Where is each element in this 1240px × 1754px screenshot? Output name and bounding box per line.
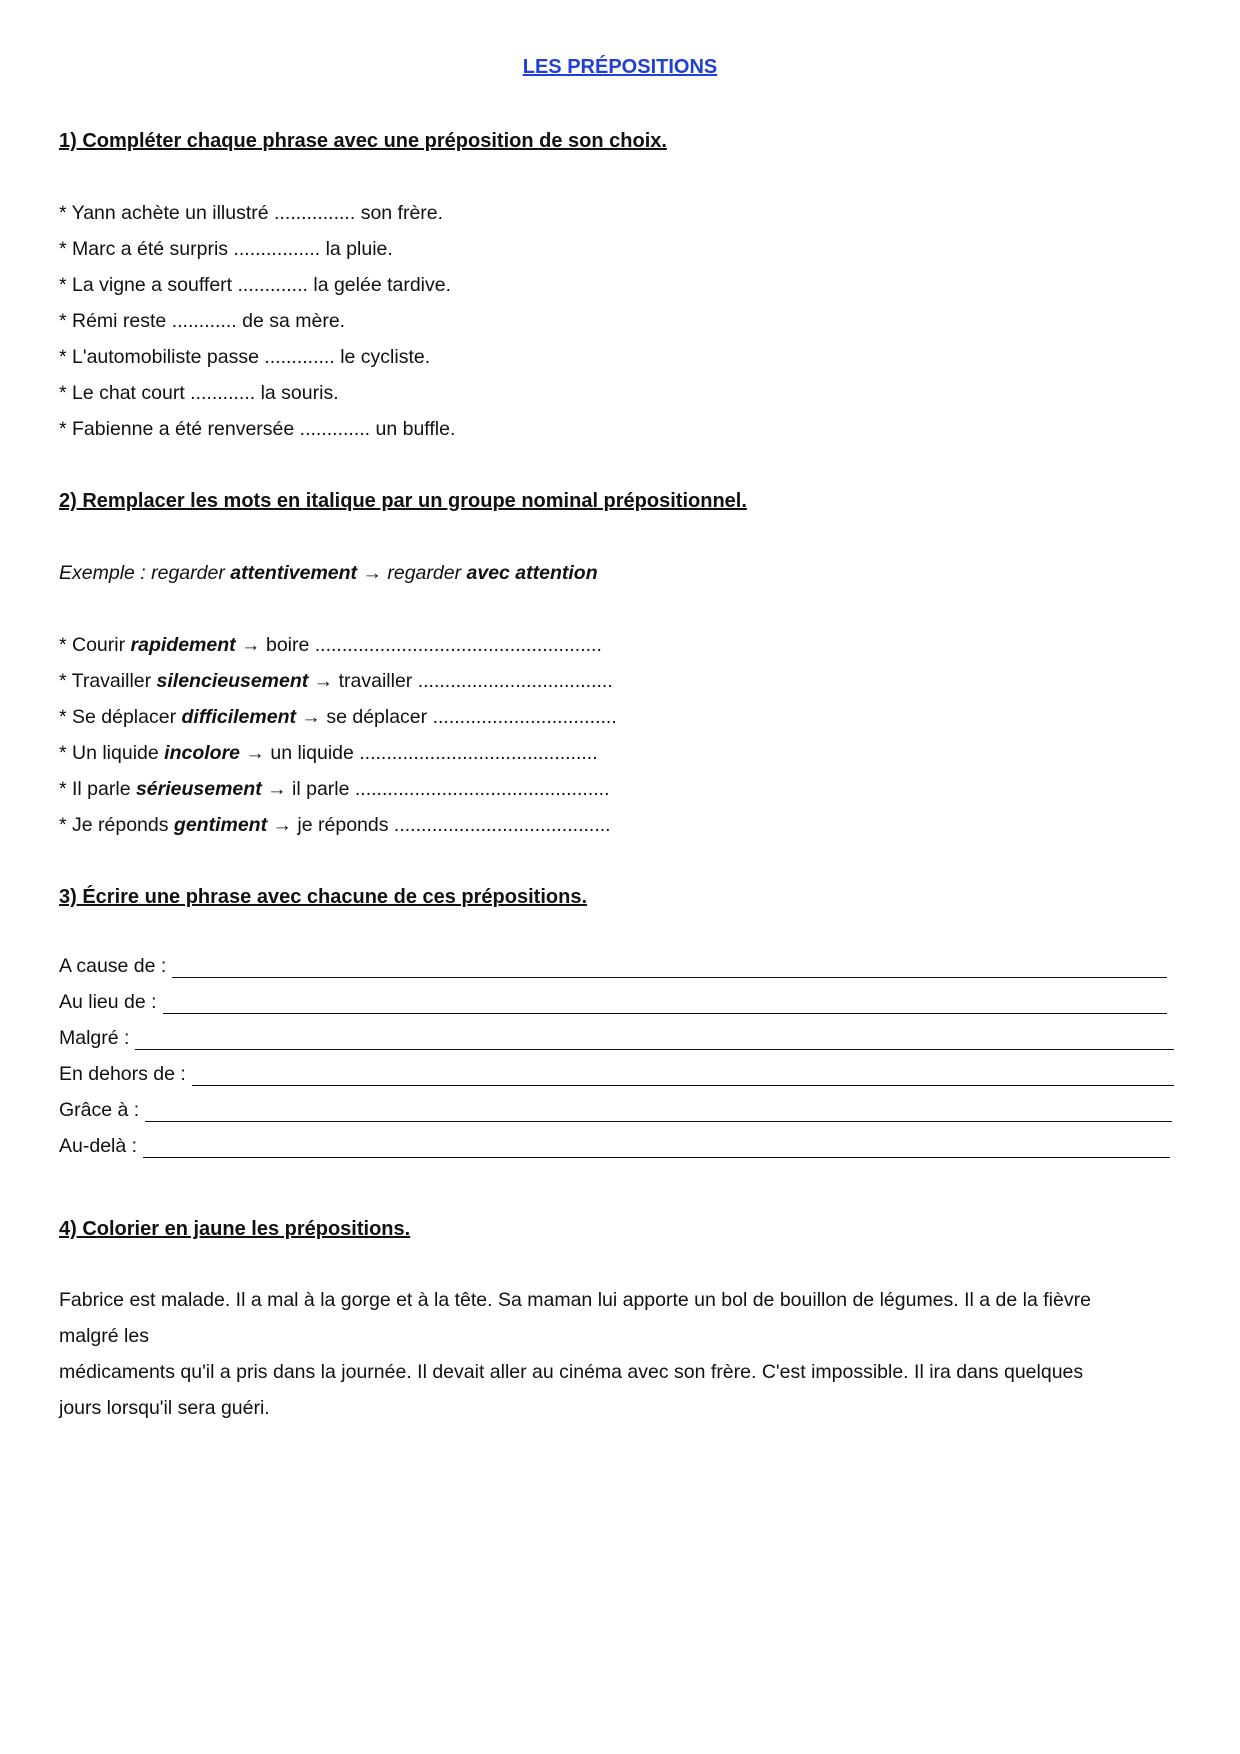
- section-1-item: * Marc a été surpris ................ la pluie.: [59, 238, 393, 260]
- italic-word: rapidement: [130, 634, 236, 656]
- writing-line[interactable]: [143, 1139, 1170, 1158]
- section-2-item: [59, 742, 598, 765]
- item-prefix: * Travailler: [59, 670, 157, 692]
- writing-line[interactable]: [192, 1067, 1174, 1086]
- section-1-item: * Fabienne a été renversée ............. un buffle.: [59, 418, 456, 440]
- write-row: [59, 990, 1167, 1014]
- write-row: [59, 1062, 1174, 1086]
- preposition-label: En dehors de :: [59, 1063, 186, 1085]
- paragraph-line: malgré les: [59, 1325, 149, 1347]
- example-answer: avec attention: [466, 562, 598, 584]
- italic-word: incolore: [164, 742, 241, 764]
- item-answer-blank: → travailler ....................................: [308, 670, 613, 692]
- item-answer-blank: → il parle ...............................................: [261, 778, 610, 800]
- section-2-heading: 2) Remplacer les mots en italique par un groupe nominal prépositionnel.: [59, 490, 747, 512]
- section-3-heading: 3) Écrire une phrase avec chacune de ces prépositions.: [59, 886, 587, 908]
- preposition-label: Au-delà :: [59, 1135, 138, 1157]
- section-1-heading: 1) Compléter chaque phrase avec une préposition de son choix.: [59, 130, 667, 152]
- preposition-label: Malgré :: [59, 1027, 130, 1049]
- item-prefix: * Se déplacer: [59, 706, 182, 728]
- paragraph-line: jours lorsqu'il sera guéri.: [59, 1397, 270, 1419]
- writing-line[interactable]: [172, 959, 1167, 978]
- preposition-label: Grâce à :: [59, 1099, 140, 1121]
- italic-word: gentiment: [173, 814, 268, 836]
- writing-line[interactable]: [163, 995, 1167, 1014]
- item-prefix: * Je réponds: [59, 814, 174, 836]
- section-2-item: [59, 778, 610, 801]
- item-answer-blank: → boire .....................................................: [235, 634, 602, 656]
- item-answer-blank: → je réponds ........................................: [267, 814, 611, 836]
- item-prefix: * Courir: [59, 634, 131, 656]
- preposition-label: Au lieu de :: [59, 991, 157, 1013]
- paragraph-line: médicaments qu'il a pris dans la journée. Il devait aller au cinéma avec son frère. C'est impossible. Il ira dans quelques: [59, 1361, 1084, 1383]
- write-row: [59, 1134, 1170, 1158]
- section-1-item: * La vigne a souffert ............. la gelée tardive.: [59, 274, 452, 296]
- example-line: [59, 562, 598, 585]
- section-2-item: [59, 706, 617, 729]
- item-prefix: * Il parle: [59, 778, 136, 800]
- write-row: [59, 1026, 1174, 1050]
- italic-word: difficilement: [181, 706, 296, 728]
- writing-line[interactable]: [135, 1031, 1174, 1050]
- example-middle: → regarder: [357, 562, 467, 584]
- example-prefix: Exemple : regarder: [59, 562, 231, 584]
- item-prefix: * Un liquide: [59, 742, 165, 764]
- write-row: [59, 1098, 1172, 1122]
- section-1-item: * Rémi reste ............ de sa mère.: [59, 310, 346, 332]
- section-2-item: [59, 670, 613, 693]
- write-row: [59, 954, 1167, 978]
- section-2-item: [59, 814, 611, 837]
- preposition-label: A cause de :: [59, 955, 167, 977]
- story-paragraph: [59, 1282, 1179, 1426]
- italic-word: silencieusement: [156, 670, 309, 692]
- writing-line[interactable]: [145, 1103, 1172, 1122]
- italic-word: sérieusement: [135, 778, 262, 800]
- section-4-heading: 4) Colorier en jaune les prépositions.: [59, 1218, 411, 1240]
- page-title: LES PRÉPOSITIONS: [522, 56, 718, 78]
- item-answer-blank: → se déplacer ..................................: [296, 706, 617, 728]
- item-answer-blank: → un liquide ............................................: [240, 742, 598, 764]
- paragraph-line: Fabrice est malade. Il a mal à la gorge et à la tête. Sa maman lui apporte un bol de bouillon de légumes. Il a de la fièvre: [59, 1289, 1091, 1311]
- section-2-item: [59, 634, 602, 657]
- section-1-item: * Le chat court ............ la souris.: [59, 382, 339, 404]
- section-1-item: * Yann achète un illustré ............... son frère.: [59, 202, 444, 224]
- section-1-item: * L'automobiliste passe ............. le cycliste.: [59, 346, 431, 368]
- example-word: attentivement: [230, 562, 358, 584]
